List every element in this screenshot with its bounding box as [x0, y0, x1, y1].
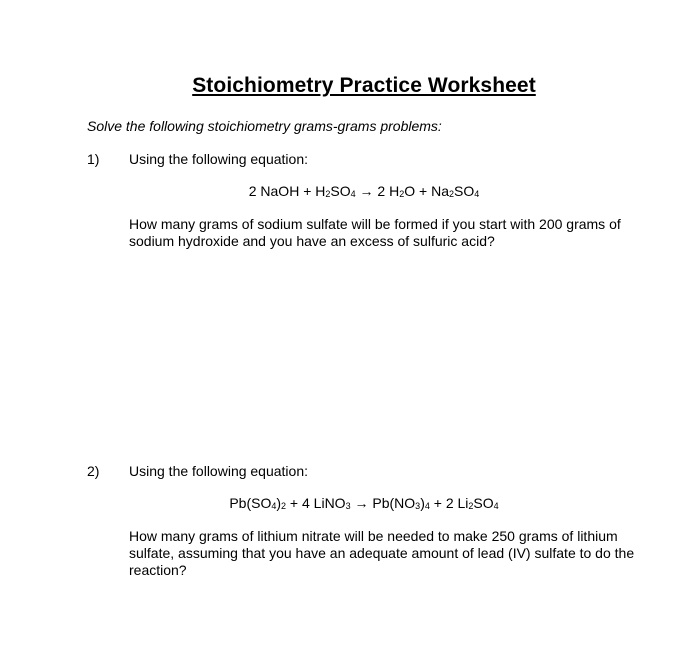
- problem-2-lead: Using the following equation:: [129, 463, 309, 479]
- problem-1-question: How many grams of sodium sulfate will be formed if you start with 200 grams of sodium hydroxide and you have an excess of sulfuric acid?: [129, 216, 621, 249]
- instructions: Solve the following stoichiometry grams-grams problems:: [87, 118, 442, 134]
- reaction-arrow-icon: →: [359, 183, 374, 199]
- problem-2-question: How many grams of lithium nitrate will be needed to make 250 grams of lithium sulfate, assuming that you have an adequate amount of lead (IV) sulfate to do the reaction?: [129, 528, 635, 578]
- problem-2-equation: $Pb(SO_4)_2 + 4$ LiNO$_3$ → $Pb(NO_3)_4 + 2$ $Li_2SO_4$: [229, 495, 499, 511]
- worksheet-title: Stoichiometry Practice Worksheet: [192, 74, 536, 97]
- reaction-arrow-icon: →: [354, 495, 369, 511]
- problem-1-number: 1): [87, 151, 100, 167]
- problem-1-equation: 2 NaOH + $H_2SO_4 \to 2$ $H_2O + Na_2SO_4$: [248, 183, 480, 199]
- problem-1-lead: Using the following equation:: [129, 151, 309, 167]
- problem-2-number: 2): [87, 463, 100, 479]
